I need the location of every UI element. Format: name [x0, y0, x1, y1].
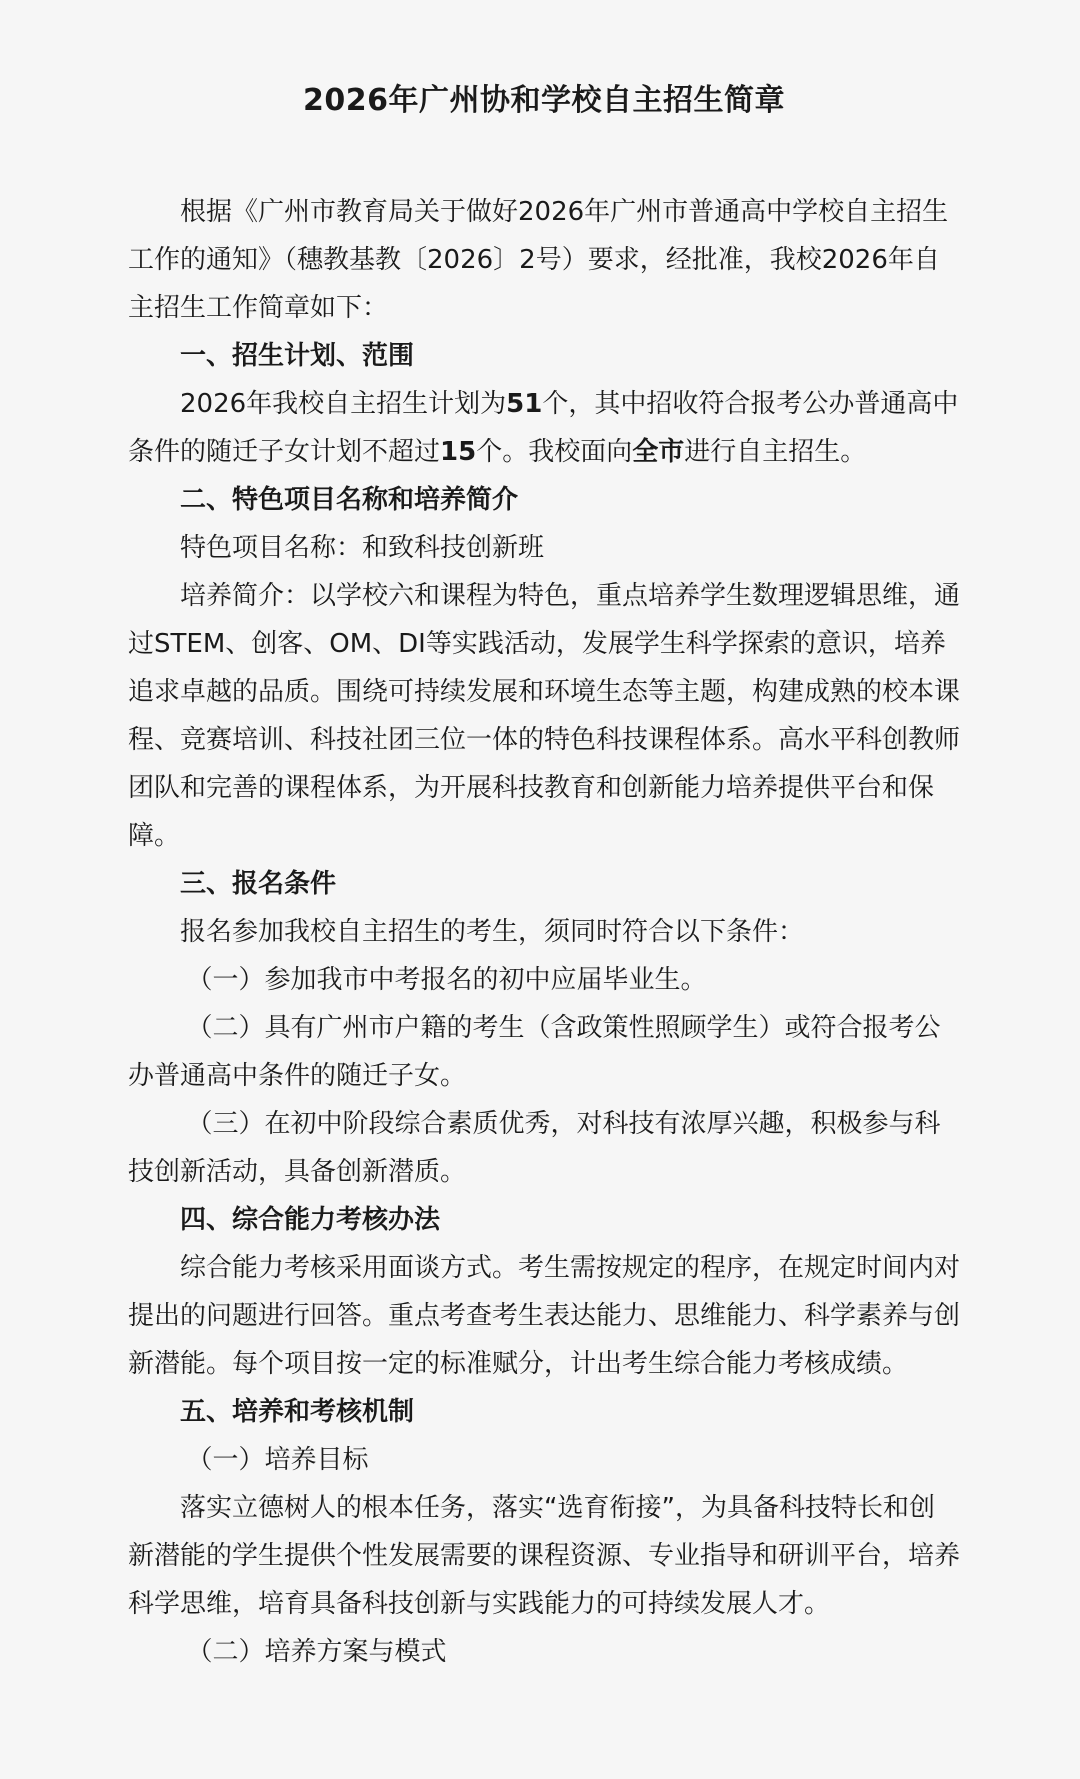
condition-3: （三）在初中阶段综合素质优秀，对科技有浓厚兴趣，积极参与科技创新活动，具备创新潜质。 [128, 1109, 941, 1187]
project-name: 特色项目名称：和致科技创新班 [180, 533, 545, 563]
section-1-paragraph [128, 380, 960, 476]
training-intro: 培养简介：以学校六和课程为特色，重点培养学生数理逻辑思维，通过STEM、创客、OM、DI等实践活动，发展学生科学探索的意识，培养追求卓越的品质。围绕可持续发展和环境生态等主题，构建成熟的校本课程、竞赛培训、科技社团三位一体的特色科技课程体系。高水平科创教师团队和完善的课程体系，为开展科技教育和创新能力培养提供平台和保障。 [128, 581, 961, 851]
intro-paragraph: 根据《广州市教育局关于做好2026年广州市普通高中学校自主招生工作的通知》（穗教基教〔2026〕2号）要求，经批准，我校2026年自主招生工作简章如下： [128, 197, 949, 323]
subheading-training-plan: （二）培养方案与模式 [186, 1637, 447, 1667]
condition-1: （一）参加我市中考报名的初中应届毕业生。 [186, 965, 707, 995]
quota-total: 51 [506, 389, 543, 419]
section-5-heading: 五、培养和考核机制 [180, 1397, 415, 1427]
training-goal-paragraph: 落实立德树人的根本任务，落实“选育衔接”，为具备科技特长和创新潜能的学生提供个性发展需要的课程资源、专业指导和研训平台，培养科学思维，培育具备科技创新与实践能力的可持续发展人才。 [128, 1493, 961, 1619]
s1-text-2: 个，其中招收符合报考公办普通高中条件的随迁子女计划不超过 [128, 389, 959, 467]
section-3-heading: 三、报名条件 [180, 869, 337, 899]
condition-2: （二）具有广州市户籍的考生（含政策性照顾学生）或符合报考公办普通高中条件的随迁子女。 [128, 1013, 941, 1091]
quota-migrant: 15 [440, 437, 477, 467]
section-4-heading: 四、综合能力考核办法 [180, 1205, 441, 1235]
s1-text-3: 个。我校面向 [476, 437, 633, 467]
assessment-paragraph: 综合能力考核采用面谈方式。考生需按规定的程序，在规定时间内对提出的问题进行回答。重点考查考生表达能力、思维能力、科学素养与创新潜能。每个项目按一定的标准赋分，计出考生综合能力考核成绩。 [128, 1253, 961, 1379]
recruit-scope: 全市 [632, 437, 685, 467]
s1-text-1: 2026年我校自主招生计划为 [180, 389, 507, 419]
conditions-lead: 报名参加我校自主招生的考生，须同时符合以下条件： [180, 917, 805, 947]
subheading-training-goal: （一）培养目标 [186, 1445, 369, 1475]
document-title: 2026年广州协和学校自主招生简章 [303, 83, 785, 118]
section-2-heading: 二、特色项目名称和培养简介 [180, 485, 519, 515]
section-1-heading: 一、招生计划、范围 [180, 341, 415, 371]
s1-text-4: 进行自主招生。 [684, 437, 867, 467]
